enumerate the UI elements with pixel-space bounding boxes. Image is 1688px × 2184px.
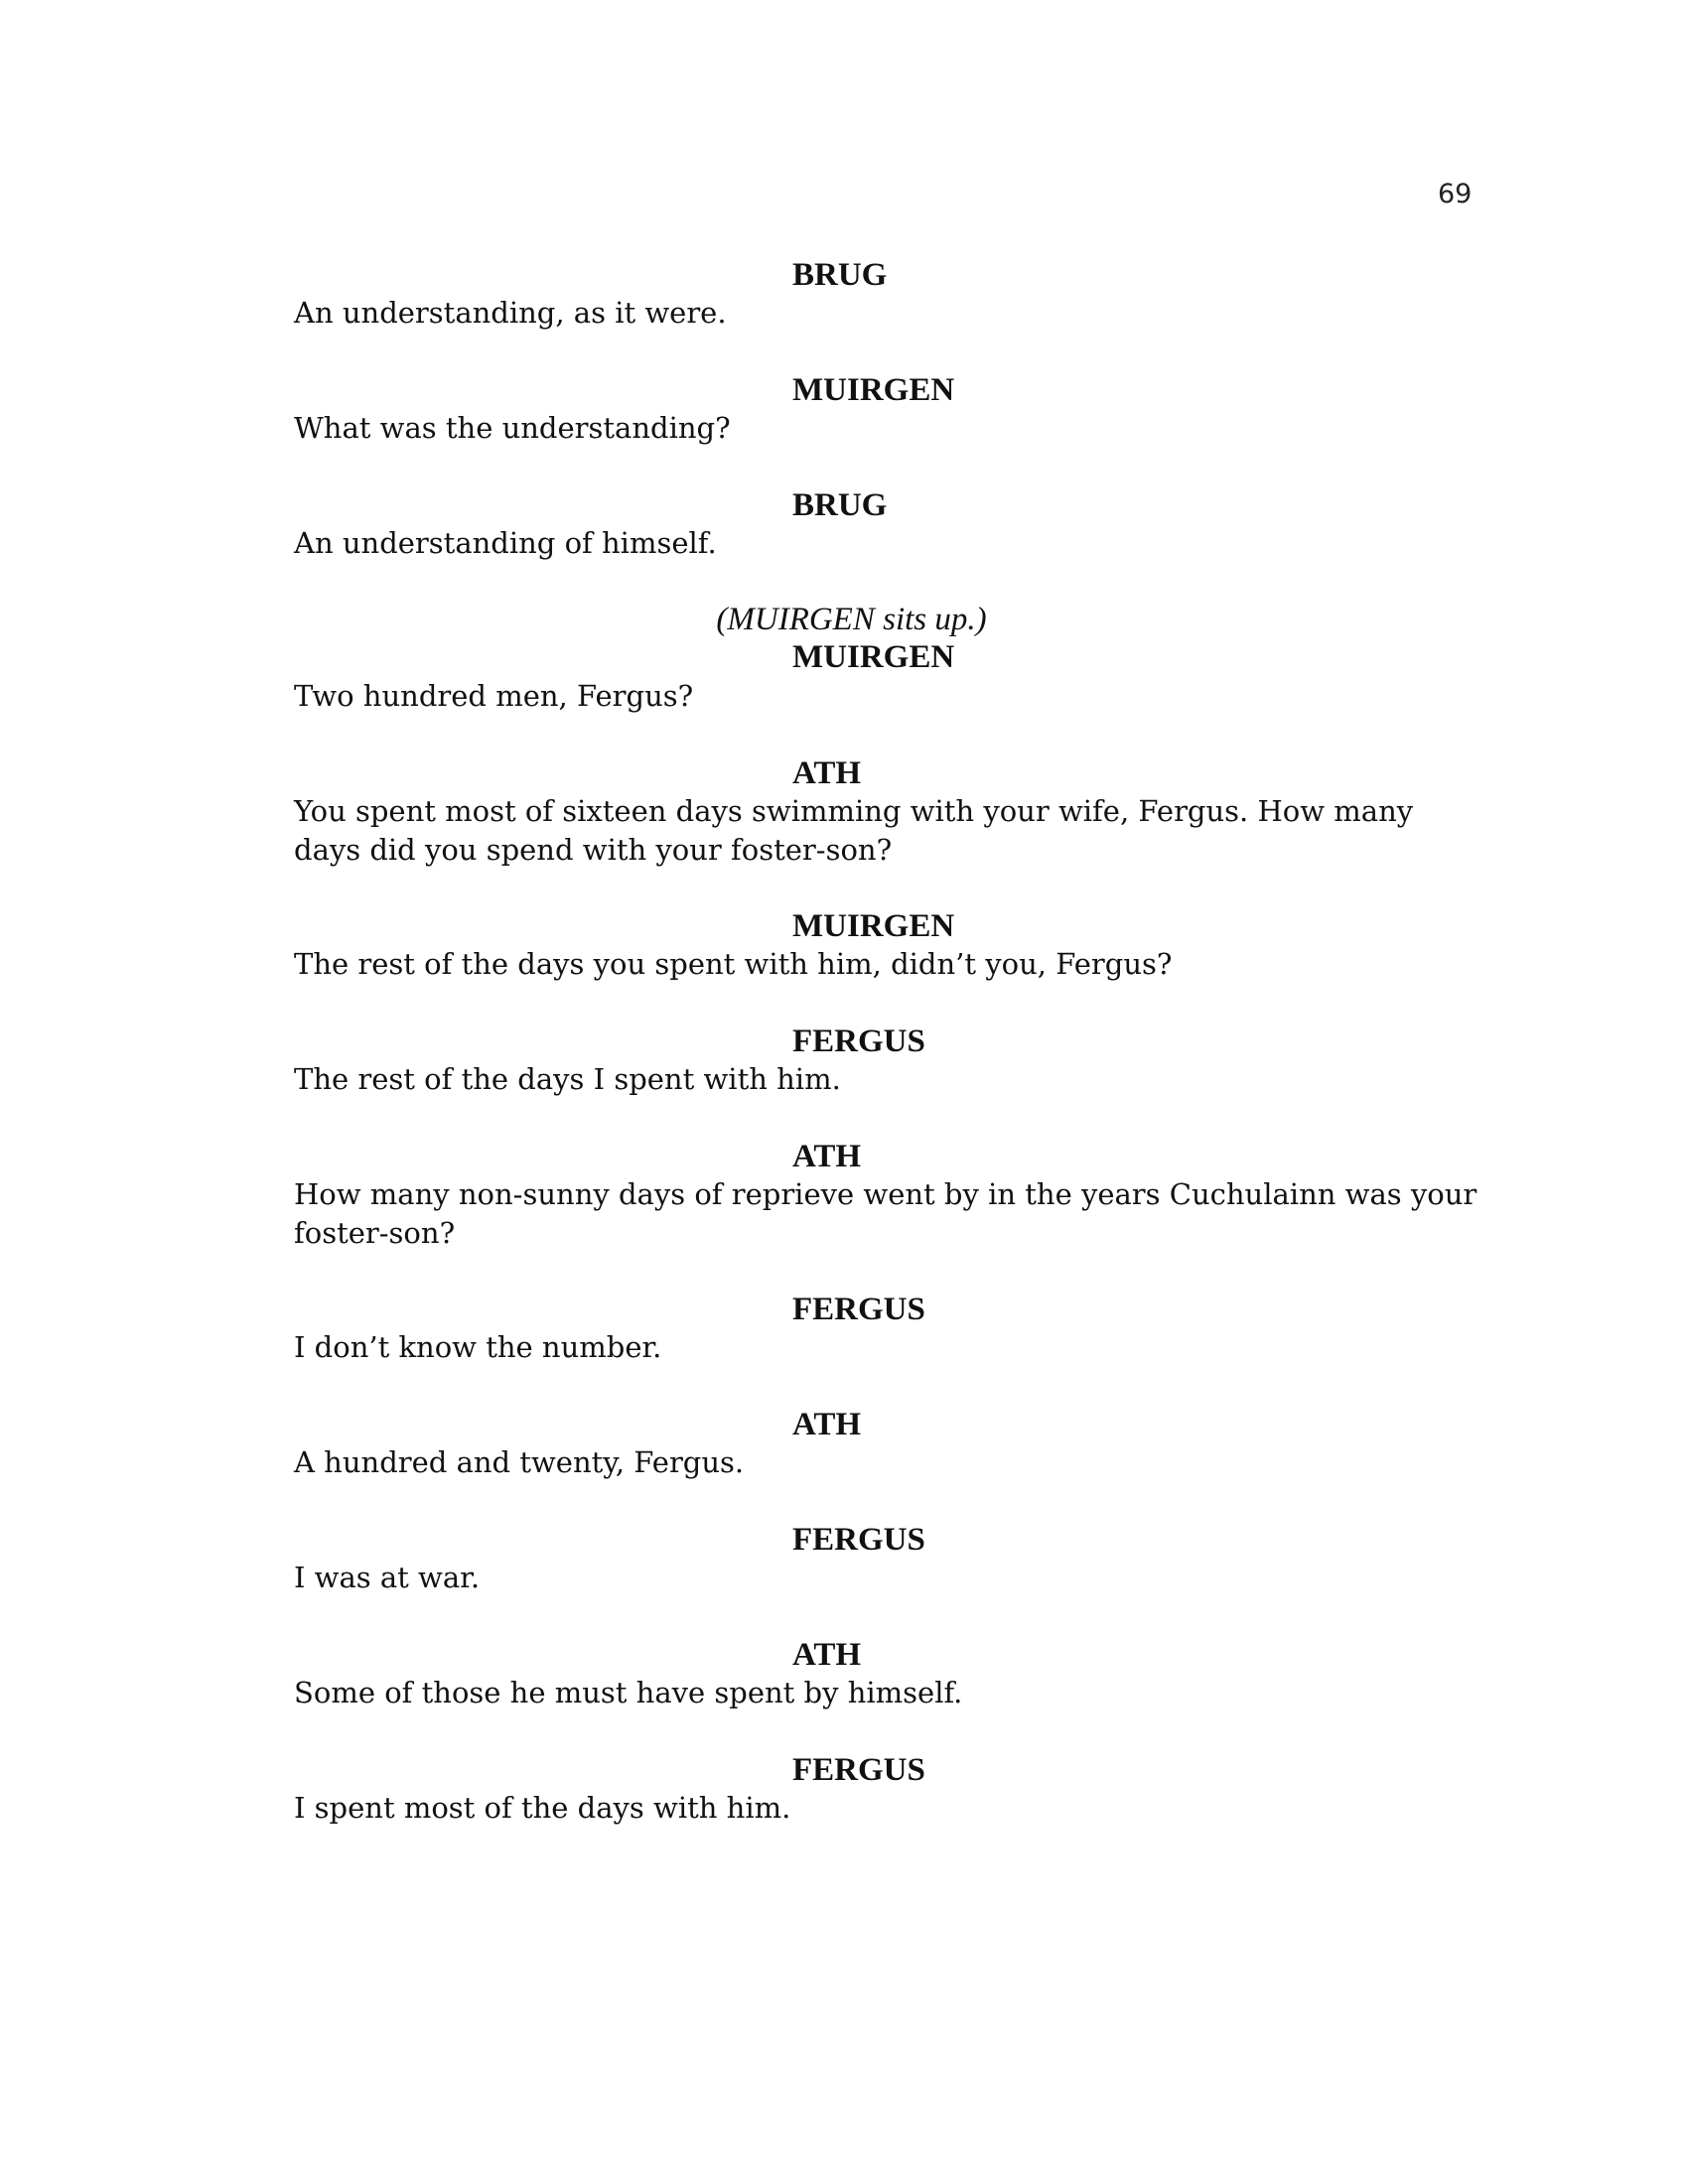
dialogue-line: A hundred and twenty, Fergus.: [294, 1445, 745, 1479]
speaker-name: MUIRGEN: [792, 372, 955, 408]
speaker-name: FERGUS: [792, 1752, 925, 1788]
speaker-name: ATH: [792, 1407, 862, 1442]
speaker-name: ATH: [792, 1139, 862, 1174]
dialogue-line: An understanding, as it were.: [294, 296, 727, 330]
page-number: 69: [1438, 179, 1473, 209]
speaker-name: ATH: [792, 755, 862, 791]
speaker-name: MUIRGEN: [792, 908, 955, 944]
dialogue-line: The rest of the days I spent with him.: [294, 1062, 841, 1096]
dialogue-line: An understanding of himself.: [294, 526, 717, 560]
dialogue-line: The rest of the days you spent with him, didn’t you, Fergus?: [294, 947, 1173, 981]
dialogue-line: Some of those he must have spent by himself.: [294, 1676, 963, 1709]
speaker-name: FERGUS: [792, 1024, 925, 1059]
dialogue-line: How many non-sunny days of reprieve went by in the years Cuchulainn was your foster-son?: [294, 1177, 1477, 1250]
dialogue-line: I don’t know the number.: [294, 1330, 662, 1364]
dialogue-line: I was at war.: [294, 1561, 481, 1594]
speaker-name: ATH: [792, 1637, 862, 1673]
speaker-name: FERGUS: [792, 1522, 925, 1558]
dialogue-line: You spent most of sixteen days swimming with your wife, Fergus. How many days did you spend with your foster-son?: [294, 794, 1414, 867]
speaker-name: BRUG: [792, 487, 888, 523]
speaker-name: FERGUS: [792, 1292, 925, 1327]
dialogue-line: I spent most of the days with him.: [294, 1791, 791, 1825]
speaker-name: MUIRGEN: [792, 639, 955, 675]
speaker-name: BRUG: [792, 257, 888, 293]
stage-direction: (MUIRGEN sits up.): [716, 602, 987, 637]
dialogue-line: What was the understanding?: [294, 411, 731, 445]
dialogue-line: Two hundred men, Fergus?: [294, 679, 694, 713]
